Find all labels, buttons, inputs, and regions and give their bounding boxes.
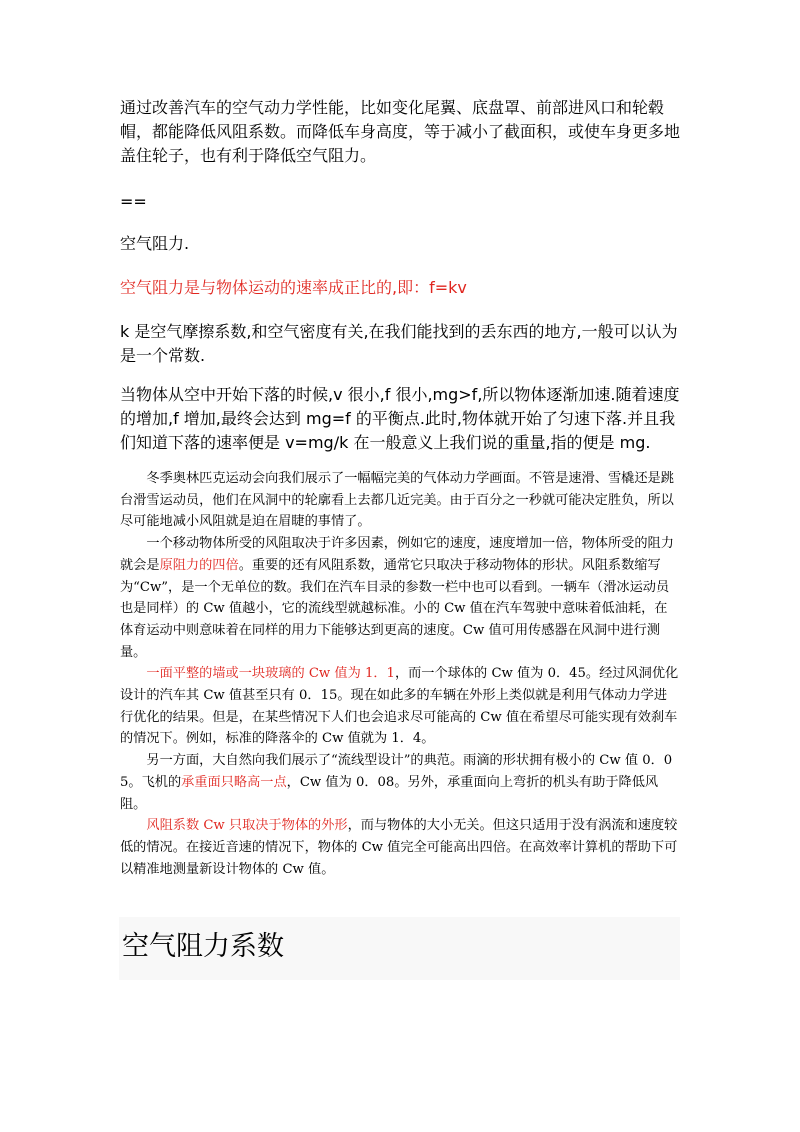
text-run: ，而一个球体的 Cw 值为 0．45。经过风洞优化设计的汽车其 Cw 值甚至只有 0．15。现在如此多的车辆在外形上类似就是利用气体动力学进行优化的结果。但是，在某些情况下人们也会追求尽可能高的 Cw 值在希望尽可能实现有效刹车的情况下。例如，标准的降落伞的 Cw 值就为 1．4。 xyxy=(120,666,679,747)
paragraph-nature xyxy=(120,750,680,815)
paragraph-wall-glass xyxy=(120,663,680,750)
highlight-wall-cw: 一面平整的墙或一块玻璃的 Cw 值为 1．1 xyxy=(146,666,395,682)
highlight-shape: 风阻系数 Cw 只取决于物体的外形 xyxy=(146,818,348,834)
paragraph-shape-only xyxy=(120,815,680,880)
k-paragraph: k 是空气摩擦系数,和空气密度有关,在我们能找到的丢东西的地方,一般可以认为是一个常数. xyxy=(120,322,678,365)
formula-line: 空气阻力是与物体运动的速率成正比的,即：f=kv xyxy=(120,278,467,297)
paragraph-resistance-factors xyxy=(120,533,680,663)
separator: == xyxy=(120,192,147,211)
text-run: ，而与物体的大小无关。但这只适用于没有涡流和速度较低的情况。在接近音速的情况下，物体的 Cw 值完全可能高出四倍。在高效率计算机的帮助下可以精准地测量新设计物体的 Cw 值。 xyxy=(120,818,678,877)
highlight-four-times: 原阻力的四倍 xyxy=(159,557,239,573)
paragraph-olympics: 冬季奥林匹克运动会向我们展示了一幅幅完美的气体动力学画面。不管是速滑、雪橇还是跳台滑雪运动员，他们在风洞中的轮廓看上去都几近完美。由于百分之一秒就可能决定胜负，所以尽可能地减小风阻就是迫在眉睫的事情了。 xyxy=(120,471,674,530)
text-run: 另一方面，大自然向我们展示了“流线型设计”的典范。雨滴的形状拥有极小的 Cw 值 0．05。飞机的 xyxy=(120,753,673,790)
section-label: 空气阻力. xyxy=(120,234,190,253)
text-run: 一个移动物体所受的风阻取决于许多因素，例如它的速度，速度增加一倍，物体所受的阻力就会是 xyxy=(120,536,674,573)
text-run: 。重要的还有风阻系数，通常它只取决于移动物体的形状。风阻系数缩写为“Cw”，是一个无单位的数。我们在汽车目录的参数一栏中也可以看到。一辆车（滑冰运动员也是同样）的 Cw 值越小，它的流线型就越标准。小的 Cw 值在汽车驾驶中意味着低油耗，在体育运动中则意味着在同样的用力下能够达到更高的速度。Cw 值可用传感器在风洞中进行测量。 xyxy=(120,557,670,660)
fall-paragraph: 当物体从空中开始下落的时候,v 很小,f 很小,mg>f,所以物体逐渐加速.随着速度的增加,f 增加,最终会达到 mg=f 的平衡点.此时,物体就开始了匀速下落.并且我们知道下落的速率便是 v=mg/k 在一般意义上我们说的重量,指的便是 mg. xyxy=(120,385,680,452)
highlight-wing: 承重面只略高一点 xyxy=(181,774,287,790)
section-heading: 空气阻力系数 xyxy=(122,931,284,962)
text-run: ，Cw 值为 0．08。另外，承重面向上弯折的机头有助于降低风阻。 xyxy=(120,774,659,812)
section-heading-box xyxy=(119,917,680,980)
intro-paragraph: 通过改善汽车的空气动力学性能，比如变化尾翼、底盘罩、前部进风口和轮毂帽，都能降低风阻系数。而降低车身高度，等于减小了截面积，或使车身更多地盖住轮子，也有利于降低空气阻力。 xyxy=(120,98,681,165)
cw-article xyxy=(120,468,680,880)
